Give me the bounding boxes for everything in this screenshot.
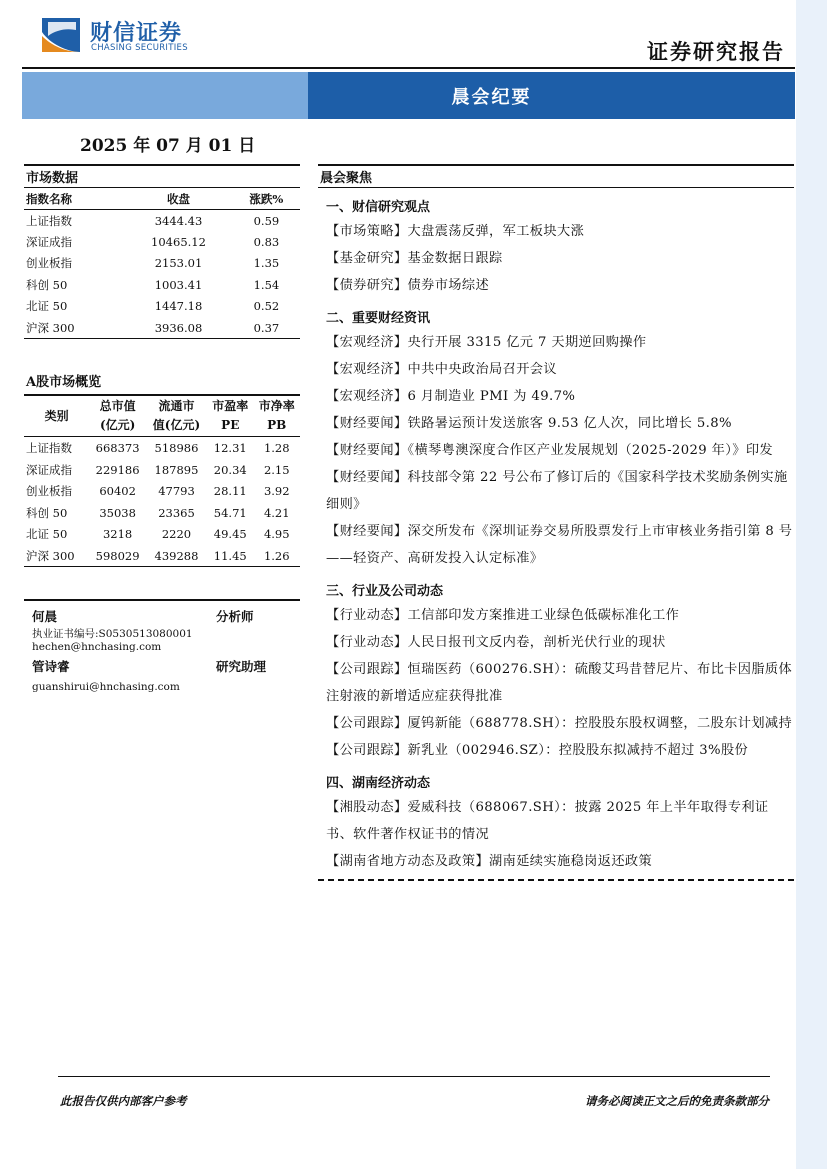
column-header-line2: PE — [221, 418, 240, 433]
market-data-table — [24, 188, 300, 339]
table-cell: 20.34 — [213, 462, 247, 477]
logo-en-name: CHASING SECURITIES — [91, 43, 188, 53]
table-cell: 23365 — [158, 505, 195, 520]
table-row — [24, 210, 300, 232]
table-row — [24, 502, 300, 524]
table-row — [24, 274, 300, 295]
table-cell: 上证指数 — [26, 441, 72, 456]
report-date: 2025 年 07 月 01 日 — [80, 136, 256, 156]
table-cell: 49.45 — [213, 527, 247, 542]
table-row — [24, 545, 300, 567]
focus-news-item[interactable]: 【财经要闻】铁路暑运预计发送旅客 9.53 亿人次，同比增长 5.8% — [326, 416, 732, 431]
table-cell: 2153.01 — [154, 256, 203, 271]
table-cell: 1.35 — [253, 256, 280, 271]
focus-news-item[interactable]: 【宏观经济】6 月制造业 PMI 为 49.7% — [326, 389, 576, 404]
focus-section-heading: 一、财信研究观点 — [326, 200, 431, 215]
focus-news-item[interactable]: 【行业动态】人民日报刊文反内卷，剖析光伏行业的现状 — [326, 635, 666, 650]
focus-news-item[interactable]: 【财经要闻】科技部令第 22 号公布了修订后的《国家科学技术奖励条例实施细则》 — [326, 470, 788, 512]
table-cell: 12.31 — [213, 441, 247, 456]
assistant-name: 管诗睿 — [32, 659, 70, 675]
focus-section-heading: 四、湖南经济动态 — [326, 776, 431, 791]
table-cell: 0.52 — [253, 299, 280, 314]
analyst-info — [24, 599, 300, 696]
focus-news-item[interactable]: 【湖南省地方动态及政策】湖南延续实施稳岗返还政策 — [326, 854, 653, 869]
table-cell: 54.71 — [213, 505, 247, 520]
focus-news-item[interactable]: 【市场策略】大盘震荡反弹，军工板块大涨 — [326, 224, 585, 239]
table-cell: 科创 50 — [26, 505, 68, 520]
table-cell: 创业板指 — [26, 256, 72, 271]
table-cell: 上证指数 — [26, 213, 72, 228]
column-header — [207, 396, 253, 437]
table-row — [24, 231, 300, 252]
column-header-line1: 流通市 — [158, 399, 195, 414]
footer-disclaimer-note: 请务必阅读正文之后的免责条款部分 — [585, 1094, 769, 1108]
column-header-line1: 总市值 — [99, 399, 136, 414]
title-banner — [22, 72, 795, 119]
table-cell: 北证 50 — [26, 299, 68, 314]
table-cell: 28.11 — [213, 484, 247, 499]
table-row — [24, 253, 300, 274]
market-data-title: 市场数据 — [24, 164, 300, 188]
header-rule — [22, 67, 795, 69]
table-cell: 1.26 — [254, 545, 301, 567]
table-row — [24, 296, 300, 317]
column-header-line1: 市盈率 — [212, 399, 249, 414]
column-header — [89, 396, 146, 437]
table-cell: 1003.41 — [154, 277, 203, 292]
table-cell: 3444.43 — [154, 213, 203, 228]
table-cell: 10465.12 — [151, 235, 206, 250]
table-cell: 2220 — [161, 527, 192, 542]
table-cell: 439288 — [146, 545, 207, 567]
table-cell: 4.95 — [263, 527, 290, 542]
report-type: 证券研究报告 — [647, 39, 785, 64]
table-cell: 0.59 — [253, 213, 280, 228]
logo-cn-name: 财信证券 — [90, 21, 183, 46]
a-share-overview-title: A股市场概览 — [26, 375, 102, 391]
table-cell: 47793 — [158, 484, 195, 499]
column-header-line1: 类别 — [44, 408, 69, 423]
analyst-name: 何晨 — [32, 609, 58, 625]
analyst-email[interactable]: hechen@hnchasing.com — [32, 641, 162, 654]
focus-section-heading: 二、重要财经资讯 — [326, 311, 431, 326]
assistant-email[interactable]: guanshirui@hnchasing.com — [32, 681, 180, 694]
table-cell: 深证成指 — [26, 462, 72, 477]
table-cell: 创业板指 — [26, 484, 72, 499]
focus-section-heading: 三、行业及公司动态 — [326, 584, 444, 599]
column-header-line1: 市净率 — [258, 399, 295, 414]
table-row — [24, 523, 300, 545]
table-cell: 60402 — [99, 484, 136, 499]
table-cell: 沪深 300 — [24, 545, 89, 567]
company-logo-icon — [38, 14, 84, 56]
focus-news-item[interactable]: 【债券研究】债券市场综述 — [326, 278, 490, 293]
focus-news-item[interactable]: 【基金研究】基金数据日跟踪 — [326, 251, 503, 266]
focus-news-item[interactable]: 【宏观经济】央行开展 3315 亿元 7 天期逆回购操作 — [326, 335, 647, 350]
table-cell: 0.37 — [233, 317, 300, 339]
column-header-line2: (亿元) — [99, 418, 136, 433]
table-cell: 0.83 — [253, 235, 280, 250]
focus-news-item[interactable]: 【公司跟踪】恒瑞医药（600276.SH）：硫酸艾玛昔替尼片、布比卡因脂质体注射液的新增适应症获得批准 — [326, 662, 793, 704]
table-cell: 1.28 — [263, 441, 290, 456]
analyst-role: 分析师 — [216, 609, 254, 625]
footer-rule — [58, 1076, 770, 1077]
table-cell: 35038 — [99, 505, 136, 520]
right-column — [318, 164, 794, 881]
table-cell: 518986 — [154, 441, 199, 456]
table-row — [24, 437, 300, 459]
focus-body — [318, 196, 794, 875]
table-cell: 北证 50 — [26, 527, 68, 542]
banner-title: 晨会纪要 — [308, 72, 795, 119]
table-row — [24, 459, 300, 481]
table-cell: 科创 50 — [26, 277, 68, 292]
focus-news-item[interactable]: 【公司跟踪】厦钨新能（688778.SH）：控股股东股权调整，二股东计划减持 — [326, 716, 793, 731]
table-cell: 598029 — [89, 545, 146, 567]
assistant-role: 研究助理 — [216, 659, 267, 675]
column-header — [24, 396, 89, 437]
table-cell: 1447.18 — [154, 299, 203, 314]
focus-news-item[interactable]: 【宏观经济】中共中央政治局召开会议 — [326, 362, 557, 377]
table-cell: 1.54 — [253, 277, 280, 292]
table-cell: 2.15 — [263, 462, 290, 477]
footer-left-note: 此报告仅供内部客户参考 — [60, 1094, 187, 1108]
focus-news-item[interactable]: 【湘股动态】爱威科技（688067.SH）：披露 2025 年上半年取得专利证书、软件著作权证书的情况 — [326, 800, 769, 842]
col-change: 涨跌% — [233, 188, 300, 210]
table-cell: 4.21 — [263, 505, 290, 520]
table-row — [24, 480, 300, 502]
focus-news-item[interactable]: 【行业动态】工信部印发方案推进工业绿色低碳标准化工作 — [326, 608, 680, 623]
column-header-line2: 值(亿元) — [152, 418, 201, 433]
license-number: 执业证书编号:S0530513080001 — [32, 628, 193, 641]
left-column — [24, 164, 300, 696]
column-header — [146, 396, 207, 437]
table-cell: 3936.08 — [124, 317, 233, 339]
side-strip — [796, 0, 827, 1169]
table-cell: 深证成指 — [26, 235, 72, 250]
col-index-name: 指数名称 — [24, 188, 124, 210]
focus-news-item[interactable]: 【公司跟踪】新乳业（002946.SZ）：控股股东拟减持不超过 3%股份 — [326, 743, 749, 758]
focus-news-item[interactable]: 【财经要闻】《横琴粤澳深度合作区产业发展规划（2025-2029 年）》印发 — [326, 443, 774, 458]
focus-end-rule — [318, 879, 794, 881]
column-header — [254, 396, 301, 437]
banner-light-block — [22, 72, 308, 119]
table-cell: 沪深 300 — [24, 317, 124, 339]
table-cell: 3.92 — [263, 484, 290, 499]
table-cell: 229186 — [95, 462, 140, 477]
table-cell: 668373 — [95, 441, 140, 456]
table-cell: 187895 — [154, 462, 199, 477]
column-header-line2: PB — [267, 418, 287, 433]
table-row — [24, 317, 300, 339]
focus-news-item[interactable]: 【财经要闻】深交所发布《深圳证券交易所股票发行上市审核业务指引第 8 号——轻资产、高研发投入认定标准》 — [326, 524, 793, 566]
col-close: 收盘 — [124, 188, 233, 210]
table-cell: 11.45 — [207, 545, 253, 567]
focus-title: 晨会聚焦 — [318, 164, 794, 188]
table-cell: 3218 — [102, 527, 133, 542]
a-share-overview-table — [24, 396, 300, 567]
